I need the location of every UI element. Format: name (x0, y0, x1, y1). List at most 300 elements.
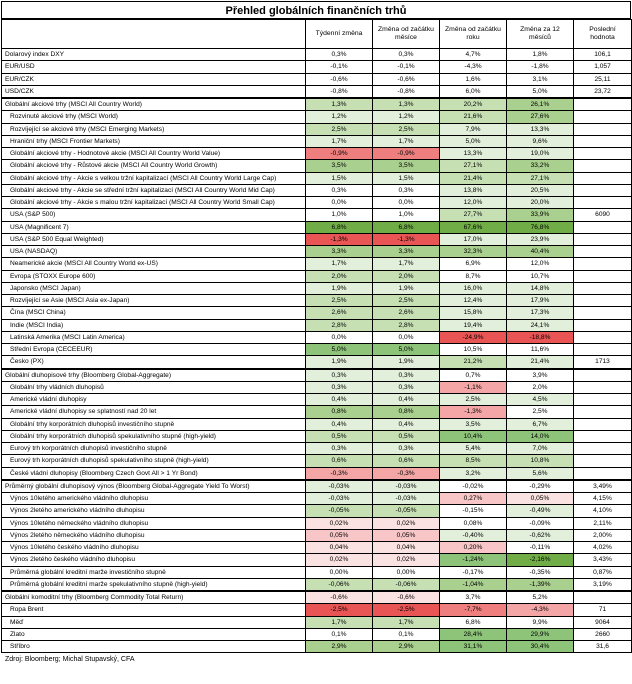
last-value-cell (574, 381, 632, 393)
mtd-change-cell: 5,0% (373, 344, 440, 356)
last-value-cell (574, 221, 632, 233)
weekly-change-cell: 1,7% (306, 135, 373, 147)
mtd-change-cell: 1,7% (373, 616, 440, 628)
table-row (2, 49, 632, 61)
mtd-change-cell: 0,3% (373, 184, 440, 196)
twelve-month-change-cell: 10,7% (507, 270, 574, 282)
mtd-change-cell: 1,2% (373, 111, 440, 123)
twelve-month-change-cell: 30,4% (507, 641, 574, 653)
mtd-change-cell: 0,02% (373, 517, 440, 529)
ytd-change-cell: -1,24% (440, 554, 507, 566)
mtd-change-cell: 2,6% (373, 307, 440, 319)
weekly-change-cell: 0,5% (306, 430, 373, 442)
twelve-month-change-cell: -0,09% (507, 517, 574, 529)
table-row (2, 98, 632, 111)
last-value-cell (574, 295, 632, 307)
weekly-change-cell: 0,02% (306, 554, 373, 566)
ytd-change-cell: -1,3% (440, 406, 507, 418)
row-label: Hraniční trhy (MSCI Frontier Markets) (2, 135, 306, 147)
last-value-cell: 3,19% (574, 578, 632, 591)
mtd-change-cell: -0,3% (373, 467, 440, 480)
last-value-cell: 3,43% (574, 554, 632, 566)
weekly-change-cell: 0,02% (306, 517, 373, 529)
row-label: Rozvíjející se akciové trhy (MSCI Emerging Markets) (2, 123, 306, 135)
table-row (2, 604, 632, 616)
last-value-cell (574, 455, 632, 467)
header-label (2, 20, 306, 49)
weekly-change-cell: 0,0% (306, 331, 373, 343)
mtd-change-cell: 0,00% (373, 566, 440, 578)
weekly-change-cell: 1,5% (306, 172, 373, 184)
weekly-change-cell: 5,0% (306, 344, 373, 356)
row-label: USA (S&P 500) (2, 209, 306, 221)
row-label: Zlato (2, 628, 306, 640)
mtd-change-cell: -2,5% (373, 604, 440, 616)
last-value-cell (574, 443, 632, 455)
last-value-cell: 1713 (574, 356, 632, 369)
mtd-change-cell: -0,6% (373, 73, 440, 85)
table-row (2, 344, 632, 356)
ytd-change-cell: 0,20% (440, 542, 507, 554)
row-label: EUR/CZK (2, 73, 306, 85)
ytd-change-cell: 5,0% (440, 135, 507, 147)
ytd-change-cell: 17,0% (440, 233, 507, 245)
twelve-month-change-cell: 0,05% (507, 493, 574, 505)
table-title: Přehled globálních finančních trhů (1, 1, 631, 19)
table-row (2, 542, 632, 554)
row-label: Rozvinuté akciové trhy (MSCI World) (2, 111, 306, 123)
twelve-month-change-cell: -0,29% (507, 480, 574, 493)
row-label: Japonsko (MSCI Japan) (2, 282, 306, 294)
ytd-change-cell: -24,9% (440, 331, 507, 343)
twelve-month-change-cell: -0,49% (507, 505, 574, 517)
weekly-change-cell: 0,00% (306, 566, 373, 578)
twelve-month-change-cell: 21,4% (507, 356, 574, 369)
row-label: Ropa Brent (2, 604, 306, 616)
ytd-change-cell: 3,2% (440, 467, 507, 480)
twelve-month-change-cell: 9,9% (507, 616, 574, 628)
mtd-change-cell: 0,0% (373, 331, 440, 343)
twelve-month-change-cell: -0,35% (507, 566, 574, 578)
twelve-month-change-cell: 1,8% (507, 49, 574, 61)
table-row (2, 554, 632, 566)
weekly-change-cell: 1,7% (306, 258, 373, 270)
row-label: Globální akciové trhy - Akcie s velkou tržní kapitalizací (MSCI All Country World Large Cap) (2, 172, 306, 184)
weekly-change-cell: -1,3% (306, 233, 373, 245)
ytd-change-cell: 3,5% (440, 418, 507, 430)
last-value-cell (574, 184, 632, 196)
ytd-change-cell: 6,0% (440, 85, 507, 98)
twelve-month-change-cell: 17,9% (507, 295, 574, 307)
row-label: Globální akciové trhy - Akcie se střední tržní kapitalizací (MSCI All Country World Mid Cap) (2, 184, 306, 196)
ytd-change-cell: 21,6% (440, 111, 507, 123)
last-value-cell (574, 233, 632, 245)
row-label: Průměrná globální kreditní marže investičního stupně (2, 566, 306, 578)
table-row (2, 282, 632, 294)
twelve-month-change-cell: 13,3% (507, 123, 574, 135)
twelve-month-change-cell: 3,1% (507, 73, 574, 85)
last-value-cell: 2,11% (574, 517, 632, 529)
twelve-month-change-cell: -1,39% (507, 578, 574, 591)
last-value-cell: 0,87% (574, 566, 632, 578)
row-label: Průměrná globální kreditní marže spekulativního stupně (high-yield) (2, 578, 306, 591)
table-row (2, 61, 632, 73)
twelve-month-change-cell: 10,8% (507, 455, 574, 467)
table-row (2, 517, 632, 529)
row-label: Výnos 10letého českého vládního dluhopisu (2, 542, 306, 554)
table-row (2, 578, 632, 591)
row-label: Výnos 10letého amerického vládního dluhopisu (2, 493, 306, 505)
table-row (2, 430, 632, 442)
ytd-change-cell: -0,15% (440, 505, 507, 517)
table-row (2, 319, 632, 331)
last-value-cell (574, 369, 632, 382)
ytd-change-cell: 7,9% (440, 123, 507, 135)
mtd-change-cell: 2,8% (373, 319, 440, 331)
last-value-cell (574, 258, 632, 270)
table-row (2, 356, 632, 369)
table-row (2, 209, 632, 221)
twelve-month-change-cell: 3,9% (507, 369, 574, 382)
weekly-change-cell: 1,7% (306, 616, 373, 628)
table-row (2, 628, 632, 640)
weekly-change-cell: 0,1% (306, 628, 373, 640)
weekly-change-cell: -0,6% (306, 73, 373, 85)
twelve-month-change-cell: 12,0% (507, 258, 574, 270)
table-row (2, 369, 632, 382)
row-label: Globální trhy korporátních dluhopisů investičního stupně (2, 418, 306, 430)
row-label: Eurový trh korporátních dluhopisů investičního stupně (2, 443, 306, 455)
header-12m-change: Změna za 12 měsíců (507, 20, 574, 49)
mtd-change-cell: -0,03% (373, 480, 440, 493)
row-label: Výnos 2letého českého vládního dluhopisu (2, 554, 306, 566)
weekly-change-cell: 1,0% (306, 209, 373, 221)
row-label: USA (Magnificent 7) (2, 221, 306, 233)
overview-table-container (1, 1, 631, 663)
table-row (2, 184, 632, 196)
weekly-change-cell: -0,03% (306, 480, 373, 493)
mtd-change-cell: 2,5% (373, 123, 440, 135)
ytd-change-cell: 67,6% (440, 221, 507, 233)
header-row (2, 20, 632, 49)
table-row (2, 307, 632, 319)
last-value-cell (574, 160, 632, 172)
row-label: Česko (PX) (2, 356, 306, 369)
table-row (2, 641, 632, 653)
table-row (2, 295, 632, 307)
row-label: Průměrný globální dluhopisový výnos (Bloomberg Global-Aggregate Yield To Worst) (2, 480, 306, 493)
ytd-change-cell: 6,9% (440, 258, 507, 270)
weekly-change-cell: 0,3% (306, 184, 373, 196)
row-label: Výnos 2letého německého vládního dluhopisu (2, 529, 306, 541)
ytd-change-cell: 13,8% (440, 184, 507, 196)
table-row (2, 467, 632, 480)
table-row (2, 85, 632, 98)
row-label: Globální akciové trhy (MSCI All Country World) (2, 98, 306, 111)
row-label: Americké vládní dluhopisy (2, 394, 306, 406)
weekly-change-cell: 0,04% (306, 542, 373, 554)
last-value-cell: 4,15% (574, 493, 632, 505)
twelve-month-change-cell: -4,3% (507, 604, 574, 616)
last-value-cell: 25,11 (574, 73, 632, 85)
ytd-change-cell: 12,4% (440, 295, 507, 307)
last-value-cell: 71 (574, 604, 632, 616)
twelve-month-change-cell: 27,1% (507, 172, 574, 184)
twelve-month-change-cell: 19,0% (507, 148, 574, 160)
table-row (2, 443, 632, 455)
header-mtd-change: Změna od začátku měsíce (373, 20, 440, 49)
twelve-month-change-cell: 11,6% (507, 344, 574, 356)
last-value-cell: 6090 (574, 209, 632, 221)
row-label: Evropa (STOXX Europe 600) (2, 270, 306, 282)
row-label: Globální trhy vládních dluhopisů (2, 381, 306, 393)
ytd-change-cell: 8,7% (440, 270, 507, 282)
table-row (2, 331, 632, 343)
twelve-month-change-cell: 5,2% (507, 591, 574, 604)
weekly-change-cell: 0,3% (306, 443, 373, 455)
ytd-change-cell: 0,7% (440, 369, 507, 382)
weekly-change-cell: 1,9% (306, 356, 373, 369)
weekly-change-cell: 0,0% (306, 197, 373, 209)
row-label: EUR/USD (2, 61, 306, 73)
mtd-change-cell: 1,5% (373, 172, 440, 184)
last-value-cell (574, 135, 632, 147)
ytd-change-cell: -0,02% (440, 480, 507, 493)
twelve-month-change-cell: 40,4% (507, 246, 574, 258)
table-row (2, 258, 632, 270)
ytd-change-cell: 0,27% (440, 493, 507, 505)
mtd-change-cell: 0,3% (373, 369, 440, 382)
ytd-change-cell: 8,5% (440, 455, 507, 467)
row-label: České vládní dluhopisy (Bloomberg Czech Govt All > 1 Yr Bond) (2, 467, 306, 480)
last-value-cell: 31,6 (574, 641, 632, 653)
ytd-change-cell: 10,4% (440, 430, 507, 442)
weekly-change-cell: 0,05% (306, 529, 373, 541)
table-body (2, 49, 632, 653)
weekly-change-cell: -0,06% (306, 578, 373, 591)
mtd-change-cell: 3,5% (373, 160, 440, 172)
row-label: Eurový trh korporátních dluhopisů spekulativního stupně (high-yield) (2, 455, 306, 467)
last-value-cell (574, 123, 632, 135)
twelve-month-change-cell: 23,9% (507, 233, 574, 245)
weekly-change-cell: -0,03% (306, 493, 373, 505)
twelve-month-change-cell: 26,1% (507, 98, 574, 111)
row-label: USA (NASDAQ) (2, 246, 306, 258)
ytd-change-cell: 10,5% (440, 344, 507, 356)
mtd-change-cell: 1,7% (373, 135, 440, 147)
mtd-change-cell: 0,8% (373, 406, 440, 418)
weekly-change-cell: 0,8% (306, 406, 373, 418)
ytd-change-cell: 3,7% (440, 591, 507, 604)
table-row (2, 233, 632, 245)
twelve-month-change-cell: -0,62% (507, 529, 574, 541)
last-value-cell: 2,00% (574, 529, 632, 541)
ytd-change-cell: 19,4% (440, 319, 507, 331)
ytd-change-cell: -0,40% (440, 529, 507, 541)
weekly-change-cell: 2,5% (306, 295, 373, 307)
row-label: Indie (MSCI India) (2, 319, 306, 331)
last-value-cell (574, 98, 632, 111)
mtd-change-cell: 0,3% (373, 381, 440, 393)
last-value-cell (574, 319, 632, 331)
twelve-month-change-cell: 33,2% (507, 160, 574, 172)
table-row (2, 616, 632, 628)
mtd-change-cell: 1,3% (373, 98, 440, 111)
row-label: Čína (MSCI China) (2, 307, 306, 319)
last-value-cell (574, 418, 632, 430)
last-value-cell: 4,10% (574, 505, 632, 517)
weekly-change-cell: 3,3% (306, 246, 373, 258)
mtd-change-cell: 2,9% (373, 641, 440, 653)
table-row (2, 529, 632, 541)
mtd-change-cell: 2,0% (373, 270, 440, 282)
table-row (2, 73, 632, 85)
twelve-month-change-cell: 14,8% (507, 282, 574, 294)
table-row (2, 160, 632, 172)
twelve-month-change-cell: 7,0% (507, 443, 574, 455)
table-row (2, 148, 632, 160)
last-value-cell (574, 430, 632, 442)
last-value-cell (574, 591, 632, 604)
ytd-change-cell: 31,1% (440, 641, 507, 653)
weekly-change-cell: 2,0% (306, 270, 373, 282)
last-value-cell (574, 394, 632, 406)
mtd-change-cell: 0,3% (373, 443, 440, 455)
twelve-month-change-cell: 4,5% (507, 394, 574, 406)
weekly-change-cell: -0,05% (306, 505, 373, 517)
weekly-change-cell: -2,5% (306, 604, 373, 616)
row-label: USA (S&P 500 Equal Weighted) (2, 233, 306, 245)
ytd-change-cell: 15,8% (440, 307, 507, 319)
last-value-cell (574, 111, 632, 123)
mtd-change-cell: -0,1% (373, 61, 440, 73)
row-label: Výnos 10letého německého vládního dluhopisu (2, 517, 306, 529)
row-label: Globální dluhopisové trhy (Bloomberg Global-Aggregate) (2, 369, 306, 382)
weekly-change-cell: 2,5% (306, 123, 373, 135)
table-row (2, 172, 632, 184)
weekly-change-cell: 0,3% (306, 381, 373, 393)
twelve-month-change-cell: 2,0% (507, 381, 574, 393)
twelve-month-change-cell: 20,0% (507, 197, 574, 209)
twelve-month-change-cell: 17,3% (507, 307, 574, 319)
last-value-cell (574, 270, 632, 282)
weekly-change-cell: -0,6% (306, 591, 373, 604)
last-value-cell (574, 148, 632, 160)
twelve-month-change-cell: 24,1% (507, 319, 574, 331)
ytd-change-cell: 16,0% (440, 282, 507, 294)
weekly-change-cell: -0,3% (306, 467, 373, 480)
twelve-month-change-cell: -18,8% (507, 331, 574, 343)
twelve-month-change-cell: 33,9% (507, 209, 574, 221)
mtd-change-cell: 0,4% (373, 418, 440, 430)
mtd-change-cell: 0,4% (373, 394, 440, 406)
weekly-change-cell: -0,8% (306, 85, 373, 98)
mtd-change-cell: 1,0% (373, 209, 440, 221)
last-value-cell: 4,02% (574, 542, 632, 554)
table-row (2, 394, 632, 406)
ytd-change-cell: 20,2% (440, 98, 507, 111)
mtd-change-cell: -0,06% (373, 578, 440, 591)
weekly-change-cell: 1,2% (306, 111, 373, 123)
twelve-month-change-cell: 9,6% (507, 135, 574, 147)
last-value-cell (574, 282, 632, 294)
ytd-change-cell: 12,0% (440, 197, 507, 209)
weekly-change-cell: 1,3% (306, 98, 373, 111)
header-weekly-change: Týdenní změna (306, 20, 373, 49)
table-row (2, 221, 632, 233)
row-label: Latinská Amerika (MSCI Latin America) (2, 331, 306, 343)
row-label: Měď (2, 616, 306, 628)
twelve-month-change-cell: 2,5% (507, 406, 574, 418)
ytd-change-cell: 21,2% (440, 356, 507, 369)
market-overview-table (1, 19, 632, 653)
mtd-change-cell: 0,04% (373, 542, 440, 554)
ytd-change-cell: -0,17% (440, 566, 507, 578)
table-row (2, 591, 632, 604)
twelve-month-change-cell: 5,0% (507, 85, 574, 98)
row-label: Americké vládní dluhopisy se splatností nad 20 let (2, 406, 306, 418)
last-value-cell: 9064 (574, 616, 632, 628)
last-value-cell (574, 172, 632, 184)
twelve-month-change-cell: 20,5% (507, 184, 574, 196)
last-value-cell: 23,72 (574, 85, 632, 98)
last-value-cell (574, 197, 632, 209)
ytd-change-cell: -1,04% (440, 578, 507, 591)
mtd-change-cell: 0,05% (373, 529, 440, 541)
header-last-value: Poslední hodnota (574, 20, 632, 49)
weekly-change-cell: -0,1% (306, 61, 373, 73)
last-value-cell: 3,49% (574, 480, 632, 493)
ytd-change-cell: 0,08% (440, 517, 507, 529)
row-label: Střední Evropa (CECEEUR) (2, 344, 306, 356)
header-ytd-change: Změna od začátku roku (440, 20, 507, 49)
source-note: Zdroj: Bloomberg; Michal Stupavský, CFA (5, 656, 135, 664)
ytd-change-cell: 27,1% (440, 160, 507, 172)
last-value-cell (574, 467, 632, 480)
table-row (2, 381, 632, 393)
ytd-change-cell: 21,4% (440, 172, 507, 184)
weekly-change-cell: 0,4% (306, 418, 373, 430)
table-row (2, 123, 632, 135)
table-row (2, 505, 632, 517)
table-row (2, 135, 632, 147)
ytd-change-cell: 1,6% (440, 73, 507, 85)
last-value-cell: 1,057 (574, 61, 632, 73)
ytd-change-cell: 2,5% (440, 394, 507, 406)
ytd-change-cell: -1,1% (440, 381, 507, 393)
mtd-change-cell: 1,9% (373, 282, 440, 294)
weekly-change-cell: 0,3% (306, 49, 373, 61)
mtd-change-cell: 2,5% (373, 295, 440, 307)
weekly-change-cell: 1,9% (306, 282, 373, 294)
table-row (2, 111, 632, 123)
row-label: Stříbro (2, 641, 306, 653)
ytd-change-cell: 4,7% (440, 49, 507, 61)
twelve-month-change-cell: 29,9% (507, 628, 574, 640)
mtd-change-cell: -1,3% (373, 233, 440, 245)
ytd-change-cell: 28,4% (440, 628, 507, 640)
row-label: Globální akciové trhy - Hodnotové akcie (MSCI All Country World Value) (2, 148, 306, 160)
mtd-change-cell: -0,6% (373, 591, 440, 604)
row-label: Dolarový index DXY (2, 49, 306, 61)
mtd-change-cell: -0,03% (373, 493, 440, 505)
ytd-change-cell: 6,8% (440, 616, 507, 628)
ytd-change-cell: 13,3% (440, 148, 507, 160)
twelve-month-change-cell: 14,0% (507, 430, 574, 442)
mtd-change-cell: 0,5% (373, 430, 440, 442)
row-label: Globální trhy korporátních dluhopisů spekulativního stupně (high-yield) (2, 430, 306, 442)
weekly-change-cell: 2,8% (306, 319, 373, 331)
